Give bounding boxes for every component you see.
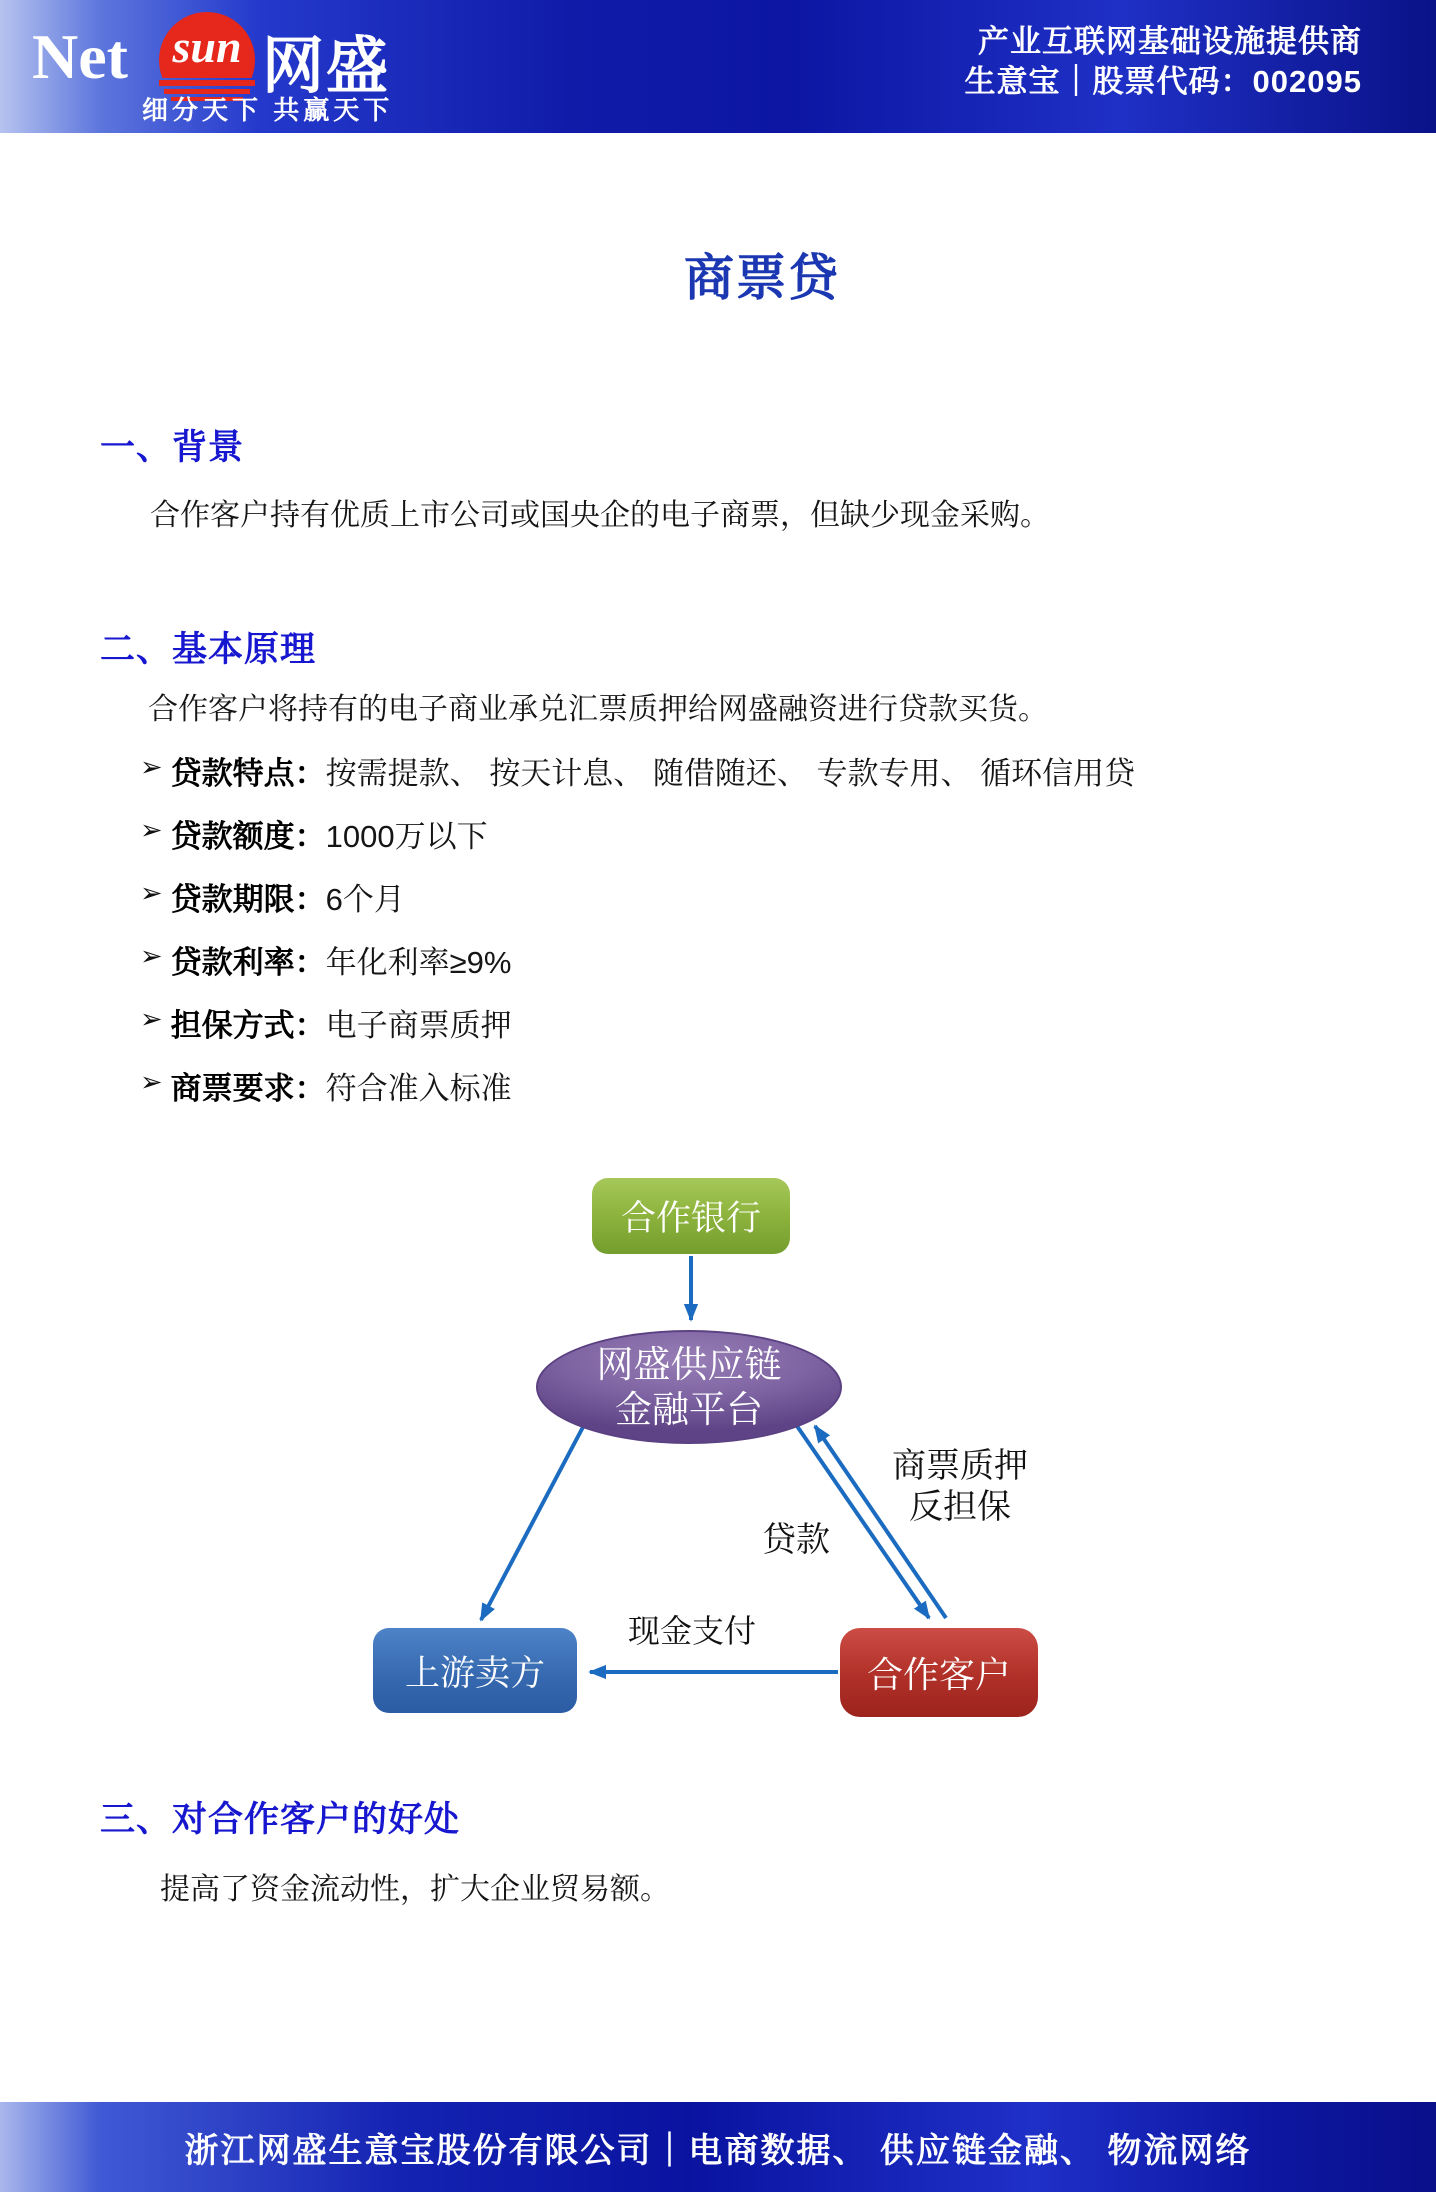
node-netsun-platform-line2: 金融平台 [615, 1389, 763, 1430]
arrow-platform-to-seller [481, 1427, 583, 1620]
footer-bar [0, 2102, 1436, 2192]
bullet-label: 商票要求： [170, 1071, 326, 1106]
sun-reflection-bar [159, 80, 255, 86]
edge-label-pledge-line2: 反担保 [909, 1488, 1011, 1526]
bullet-value: 电子商票质押 [325, 1008, 512, 1043]
bullet-label: 贷款特点： [170, 756, 326, 791]
list-item [140, 874, 1300, 937]
header-bar [0, 0, 1436, 133]
netsun-logo-net-text: Net [32, 21, 128, 92]
list-item [140, 1000, 1300, 1063]
edge-label-pledge [868, 1446, 1052, 1528]
section-body-benefits: 提高了资金流动性，扩大企业贸易额。 [160, 1873, 670, 1906]
header-slogan-line1: 产业互联网基础设施提供商 [978, 24, 1362, 59]
arrowhead-bullet-icon: ➢ [140, 1067, 163, 1097]
arrowhead-bullet-icon: ➢ [140, 941, 163, 971]
bullet-value: 1000万以下 [325, 819, 488, 854]
bullet-value: 年化利率≥9% [325, 945, 512, 980]
list-item [140, 811, 1300, 874]
arrowhead-bullet-icon: ➢ [140, 878, 163, 908]
arrowhead-bullet-icon: ➢ [140, 752, 163, 782]
page-title: 商票贷 [684, 250, 840, 306]
bullet-value: 6个月 [325, 882, 405, 917]
list-item [140, 1063, 1300, 1126]
arrowhead-bullet-icon: ➢ [140, 815, 163, 845]
section-heading-benefits: 三、对合作客户的好处 [100, 1800, 461, 1839]
edge-label-cash-payment: 现金支付 [628, 1613, 757, 1649]
netsun-logo-cn-text: 网盛 [262, 32, 391, 101]
section-body-principle: 合作客户将持有的电子商业承兑汇票质押给网盛融资进行贷款买货。 [148, 693, 1048, 726]
list-item [140, 937, 1300, 1000]
bullet-value: 符合准入标准 [325, 1071, 512, 1106]
node-partner-customer: 合作客户 [840, 1628, 1038, 1717]
bullet-label: 担保方式： [170, 1008, 326, 1043]
logo-tagline: 细分天下 共赢天下 [142, 95, 394, 125]
edge-label-pledge-line1: 商票质押 [892, 1447, 1028, 1485]
arrowhead-bullet-icon: ➢ [140, 1004, 163, 1034]
bullet-label: 贷款期限： [170, 882, 326, 917]
flow-diagram [0, 1160, 1436, 1760]
header-slogan [965, 22, 1362, 102]
footer-text: 浙江网盛生意宝股份有限公司｜电商数据、 供应链金融、 物流网络 [184, 2131, 1252, 2170]
node-partner-bank: 合作银行 [592, 1178, 790, 1254]
node-netsun-platform-line1: 网盛供应链 [596, 1344, 782, 1385]
edge-label-loan: 贷款 [762, 1521, 830, 1559]
list-item [140, 748, 1300, 811]
header-stock-line: 生意宝｜股票代码：002095 [964, 64, 1362, 99]
loan-terms-list [140, 748, 1300, 1126]
bullet-label: 贷款额度： [170, 819, 326, 854]
bullet-label: 贷款利率： [170, 945, 326, 980]
node-upstream-seller: 上游卖方 [373, 1628, 577, 1713]
node-netsun-platform [536, 1330, 842, 1444]
section-heading-background: 一、背景 [100, 428, 245, 467]
section-heading-principle: 二、基本原理 [100, 630, 317, 669]
section-body-background: 合作客户持有优质上市公司或国央企的电子商票，但缺少现金采购。 [150, 499, 1050, 532]
bullet-value: 按需提款、 按天计息、 随借随还、 专款专用、 循环信用贷 [325, 756, 1136, 791]
netsun-logo-sun-text: sun [172, 21, 242, 72]
